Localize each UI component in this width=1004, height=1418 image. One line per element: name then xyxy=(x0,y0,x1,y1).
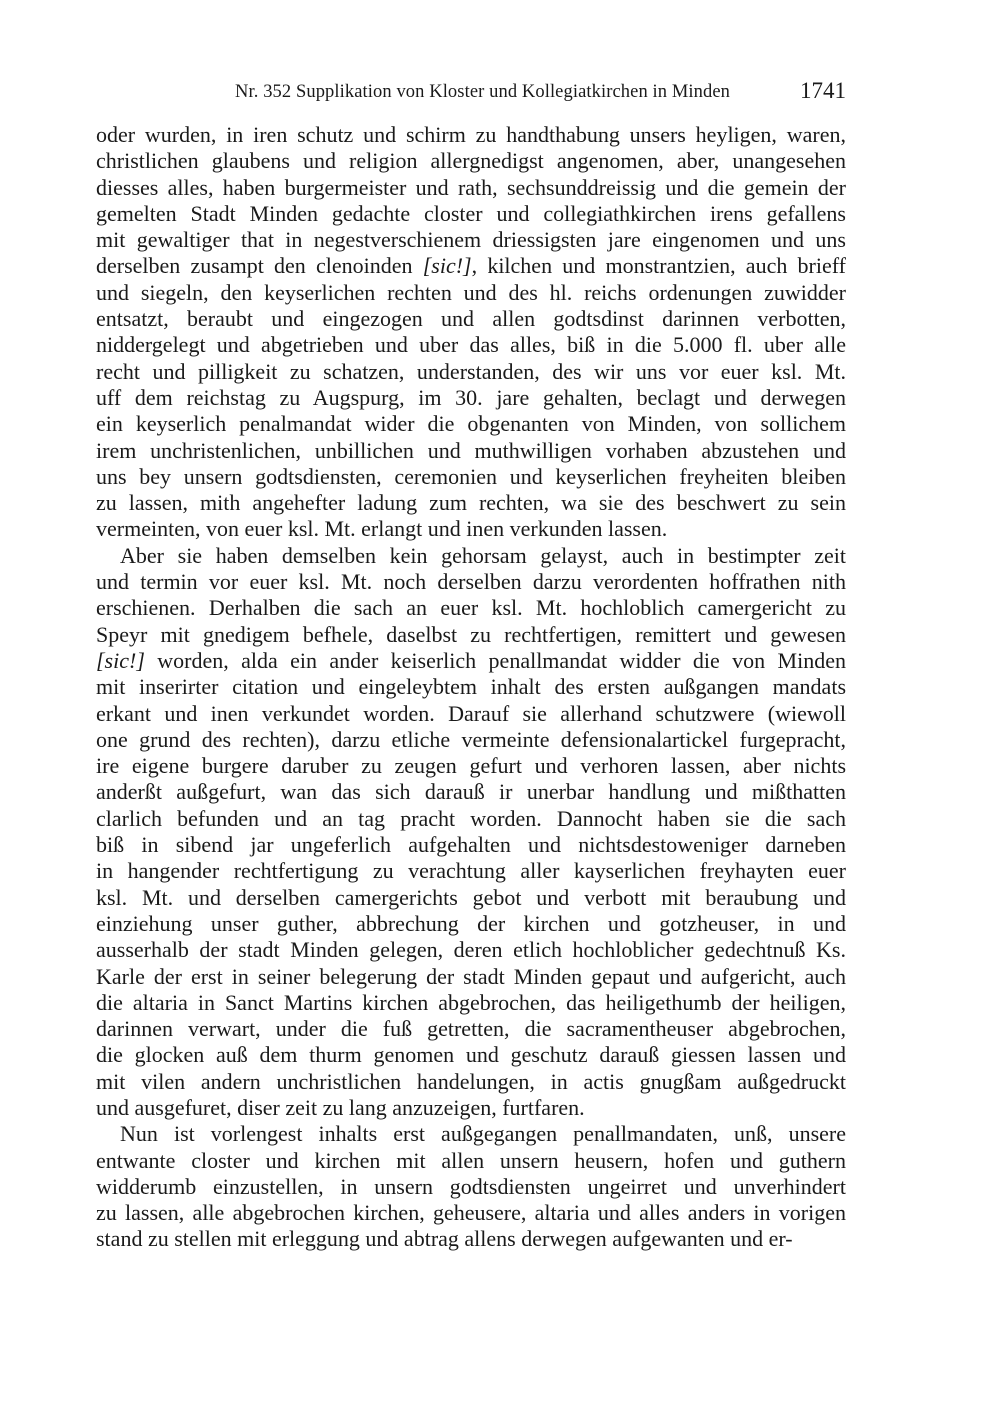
text-line xyxy=(96,806,846,832)
text-segment: anderßt außgefurt, wan das sich darauß ir unerbar handlung und mißthatten xyxy=(96,779,846,805)
text-line xyxy=(96,964,846,990)
text-line xyxy=(96,490,846,516)
text-segment: stand zu stellen mit erleggung und abtrag allens derwegen aufgewanten und er- xyxy=(96,1226,793,1252)
text-line xyxy=(96,438,846,464)
text-line xyxy=(96,1226,846,1252)
text-segment: darinnen verwart, under die fuß getretten, die sacramentheuser abgebrochen, xyxy=(96,1016,846,1042)
text-line xyxy=(96,543,846,569)
text-segment: gemelten Stadt Minden gedachte closter und collegiathkirchen irens gefallens xyxy=(96,200,846,226)
text-segment: uns bey unsern godtsdiensten, ceremonien und keyserlichen freyheiten bleiben xyxy=(96,463,846,489)
text-segment: erkant und inen verkundet worden. Darauf sie allerhand schutzwere (wiewoll xyxy=(96,700,846,726)
text-segment: die glocken auß dem thurm genomen und geschutz darauß giessen lassen und xyxy=(96,1042,846,1068)
text-line xyxy=(96,411,846,437)
text-segment: mit vilen andern unchristlichen handelungen, in actis gnugßam außgedruckt xyxy=(96,1068,846,1094)
text-segment: clarlich befunden und an tag pracht worden. Dannocht haben sie die sach xyxy=(96,805,846,831)
text-line xyxy=(96,858,846,884)
text-segment: entsatzt, beraubt und eingezogen und allen godtsdinst darinnen verbotten, xyxy=(96,306,846,332)
text-line xyxy=(96,148,846,174)
text-segment: Speyr mit gnedigem befhele, daselbst zu rechtfertigen, remittert und gewesen xyxy=(96,621,846,647)
text-segment: Nun ist vorlengest inhalts erst außgegangen penallmandaten, unß, unsere xyxy=(120,1121,846,1147)
text-segment: einziehung unser guther, abbrechung der kirchen und gotzheuser, in und xyxy=(96,910,846,936)
text-line xyxy=(96,832,846,858)
text-segment: die altaria in Sanct Martins kirchen abgebrochen, das heiligethumb der heiligen, xyxy=(96,989,846,1015)
text-line xyxy=(96,911,846,937)
text-segment: Karle der erst in seiner belegerung der stadt Minden gepaut und aufgericht, auch xyxy=(96,963,846,989)
text-line xyxy=(96,701,846,727)
text-line xyxy=(96,1174,846,1200)
sic-annotation: [sic!] xyxy=(96,647,145,673)
text-segment: vermeinten, von euer ksl. Mt. erlangt und inen verkunden lassen. xyxy=(96,516,668,542)
text-segment: biß in sibend jar ungeferlich aufgehalten und nichtsdestoweniger darneben xyxy=(96,832,846,858)
text-segment: irem unchristenlichen, unbillichen und muthwilligen vorhaben abzustehen und xyxy=(96,437,846,463)
text-line xyxy=(96,622,846,648)
text-line xyxy=(96,753,846,779)
text-line xyxy=(96,937,846,963)
text-segment: ire eigene burgere daruber zu zeugen gefurt und verhoren lassen, aber nichts xyxy=(96,753,846,779)
text-segment: diesses alles, haben burgermeister und rath, sechsunddreissig und die gemein der xyxy=(96,174,846,200)
text-segment: in hangender rechtfertigung zu verachtung aller kayserlichen freyhayten euer xyxy=(96,858,846,884)
text-segment: widderumb einzustellen, in unsern godtsdiensten ungeirret und unverhindert xyxy=(96,1173,846,1199)
text-line xyxy=(96,175,846,201)
text-segment: uff dem reichstag zu Augspurg, im 30. jare gehalten, beclagt und derwegen xyxy=(96,384,846,410)
text-segment: ein keyserlich penalmandat wider die obgenanten von Minden, von sollichem xyxy=(96,411,846,437)
text-line xyxy=(96,516,846,542)
text-line xyxy=(96,385,846,411)
text-line xyxy=(96,359,846,385)
paragraph xyxy=(96,1121,846,1252)
text-line xyxy=(96,727,846,753)
running-title: Nr. 352 Supplikation von Kloster und Kollegiatkirchen in Minden xyxy=(235,82,730,102)
text-segment: erschienen. Derhalben die sach an euer ksl. Mt. hochloblich camergericht zu xyxy=(96,595,846,621)
text-line xyxy=(96,280,846,306)
text-segment: ksl. Mt. und derselben camergerichts gebot und verbott mit beraubung und xyxy=(96,884,846,910)
page-number: 1741 xyxy=(800,78,846,103)
text-line xyxy=(96,595,846,621)
text-line xyxy=(96,201,846,227)
text-line xyxy=(96,990,846,1016)
text-segment: recht und pilligkeit zu schatzen, understanden, des wir uns vor euer ksl. Mt. xyxy=(96,358,846,384)
text-line xyxy=(96,1016,846,1042)
text-segment: , kilchen und monstrantzien, auch brieff xyxy=(471,253,846,279)
text-segment: zu lassen, mith angehefter ladung zum rechten, wa sie des beschwert zu sein xyxy=(96,490,846,516)
text-line xyxy=(96,1042,846,1068)
text-segment: mit gewaltiger that in negestverschienem driessigsten jare eingenomen und uns xyxy=(96,227,846,253)
paragraph xyxy=(96,543,846,1122)
text-segment: derselben zusampt den clenoinden xyxy=(96,253,423,279)
text-line xyxy=(96,779,846,805)
text-segment: und siegeln, den keyserlichen rechten und des hl. reichs ordenungen zuwidder xyxy=(96,279,846,305)
text-line xyxy=(96,332,846,358)
sic-annotation: [sic!] xyxy=(422,253,472,279)
paragraph xyxy=(96,122,846,543)
running-head xyxy=(96,78,846,108)
text-line xyxy=(96,1148,846,1174)
text-line xyxy=(96,306,846,332)
text-segment: ausserhalb der stadt Minden gelegen, deren etlich hochloblicher gedechtnuß Ks. xyxy=(96,937,846,963)
text-line xyxy=(96,1200,846,1226)
text-line xyxy=(96,1121,846,1147)
text-line xyxy=(96,569,846,595)
text-segment: und termin vor euer ksl. Mt. noch derselben darzu verordenten hoffrathen nith xyxy=(96,569,846,595)
text-segment: worden, alda ein ander keiserlich penallmandat widder die von Minden xyxy=(144,647,846,673)
text-line xyxy=(96,1095,846,1121)
text-segment: mit inserirter citation und eingeleybtem inhalt des ersten außgangen mandats xyxy=(96,674,846,700)
text-segment: niddergelegt und abgetrieben und uber das alles, biß in die 5.000 fl. uber alle xyxy=(96,332,846,358)
text-segment: christlichen glaubens und religion allergnedigst angenomen, aber, unangesehen xyxy=(96,148,846,174)
text-segment: entwante closter und kirchen mit allen unsern heusern, hofen und guthern xyxy=(96,1147,846,1173)
text-line xyxy=(96,253,846,279)
body-text xyxy=(96,122,846,1253)
text-segment: und ausgefuret, diser zeit zu lang anzuzeigen, furtfaren. xyxy=(96,1094,585,1120)
text-segment: Aber sie haben demselben kein gehorsam gelayst, auch in bestimpter zeit xyxy=(120,542,846,568)
text-line xyxy=(96,464,846,490)
text-line xyxy=(96,1069,846,1095)
text-segment: oder wurden, in iren schutz und schirm zu handthabung unsers heyligen, waren, xyxy=(96,122,846,147)
text-line xyxy=(96,227,846,253)
text-line xyxy=(96,648,846,674)
text-line xyxy=(96,122,846,148)
text-line xyxy=(96,674,846,700)
text-segment: zu lassen, alle abgebrochen kirchen, geheusere, altaria und alles anders in vorigen xyxy=(96,1200,846,1226)
text-segment: one grund des rechten), darzu etliche vermeinte defensionalartickel furgepracht, xyxy=(96,726,846,752)
text-line xyxy=(96,885,846,911)
